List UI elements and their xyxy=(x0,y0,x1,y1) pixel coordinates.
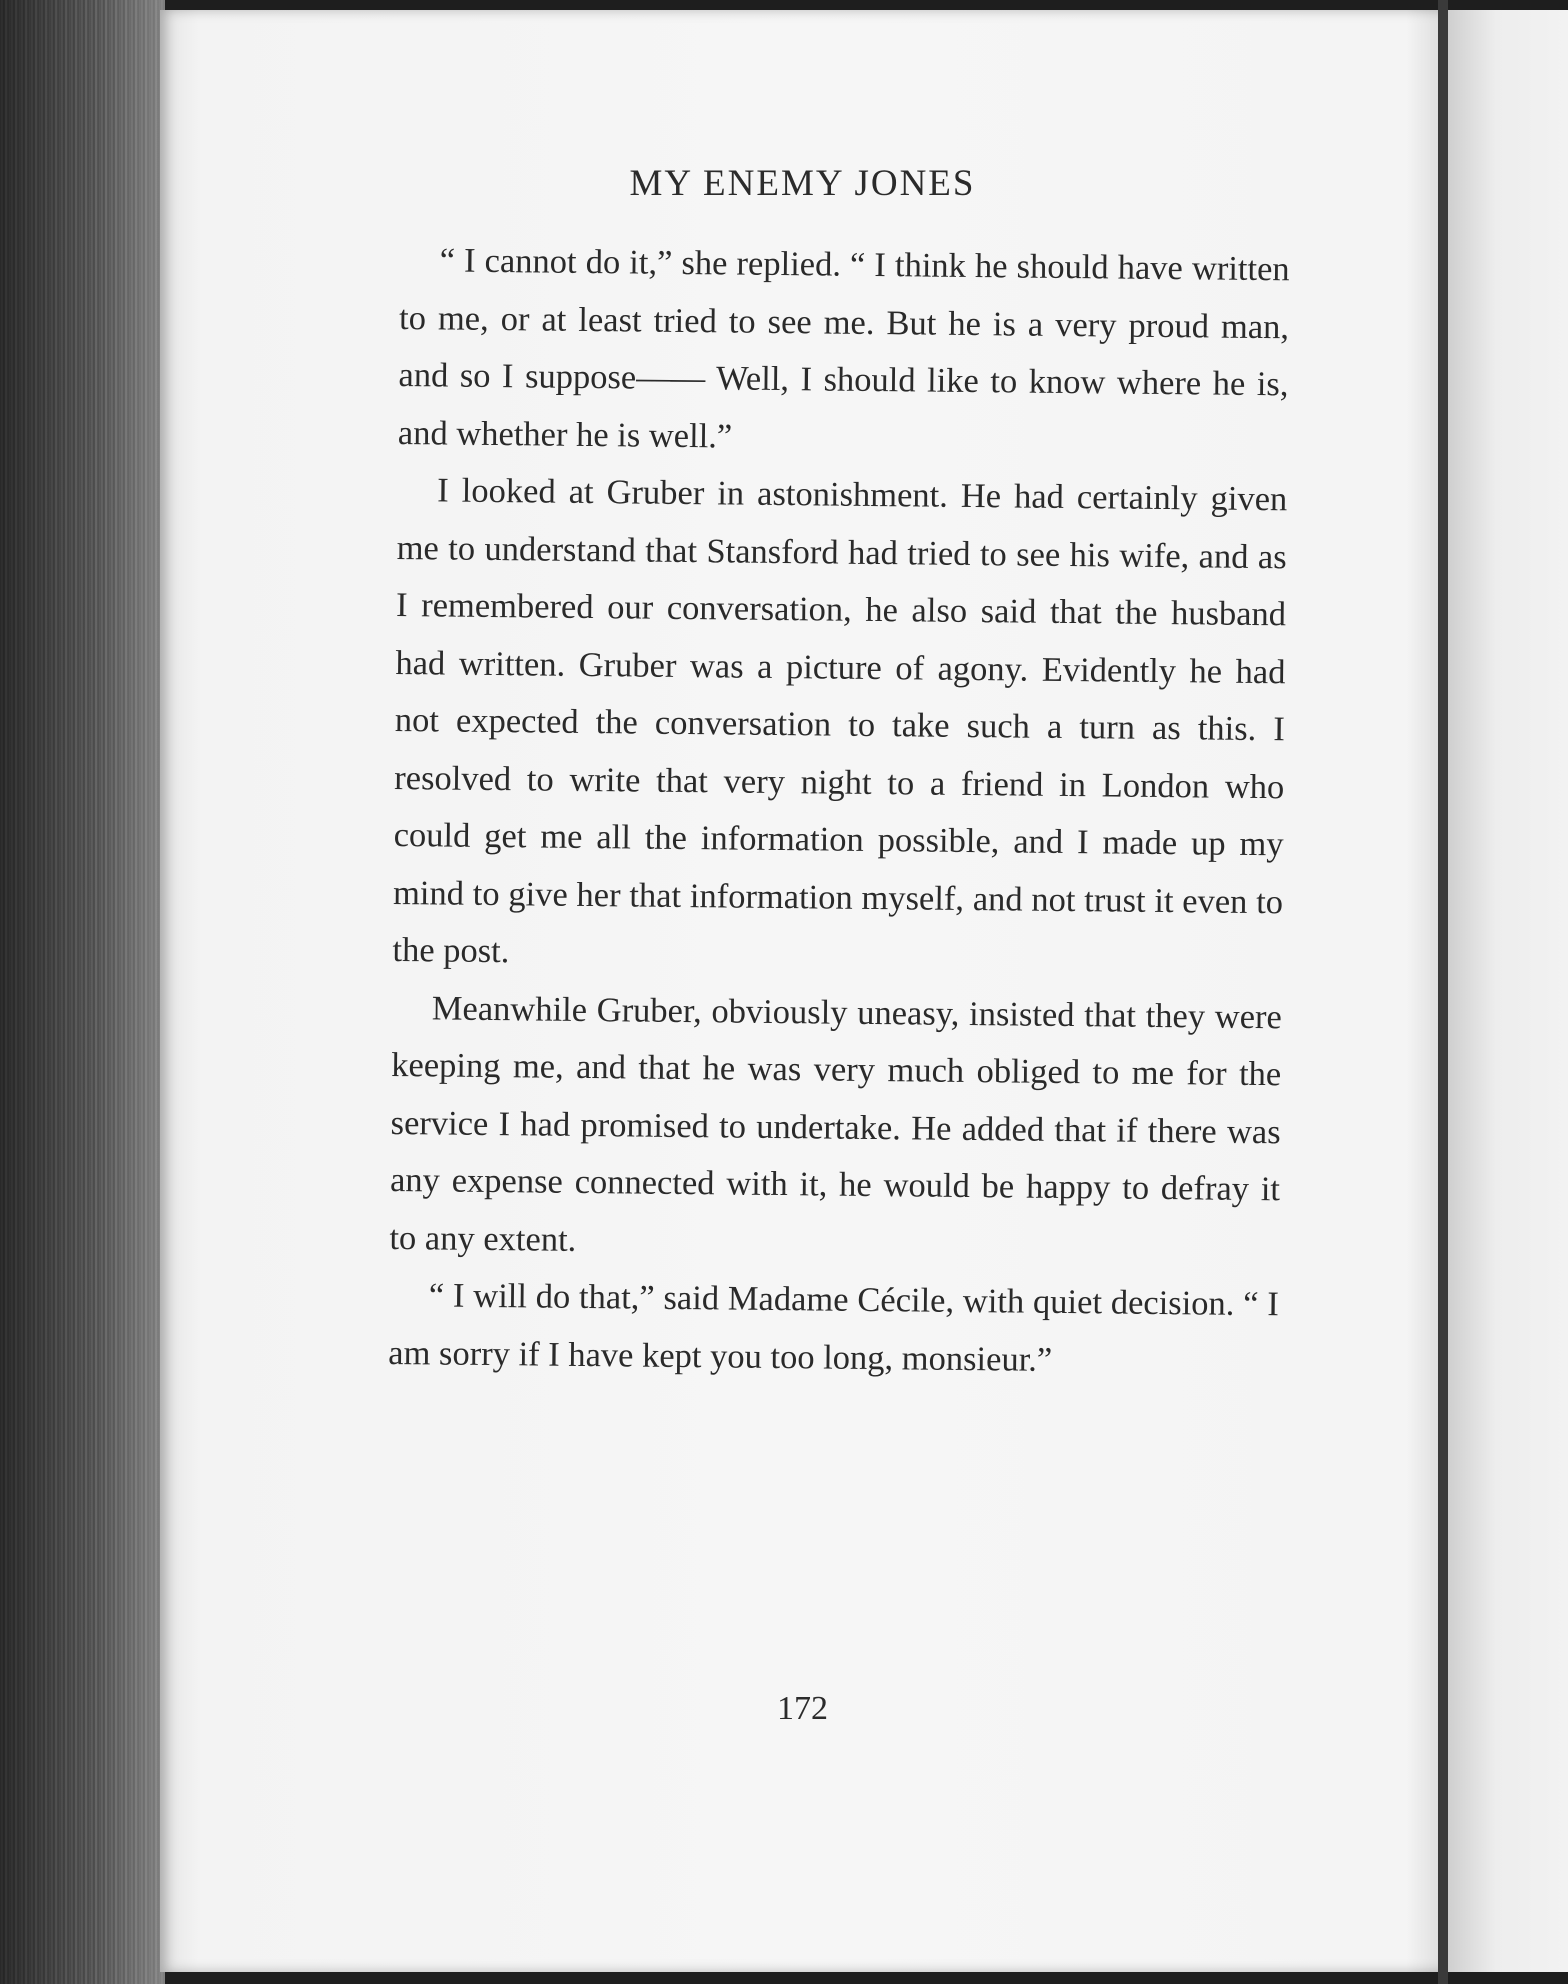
page-edges-stack xyxy=(0,0,165,1984)
paragraph-4: “ I will do that,” said Madame Cécile, with quiet decision. “ I am sorry if I have kept you too long, monsieur.” xyxy=(388,1276,1280,1379)
paragraph-2: I looked at Gruber in astonishment. He had certainly given me to understand that Stansford had tried to see his wife, and as I remembered our conversation, he also said that the husband had written. Gruber was a picture of agony. Evidently he had not expected the conversation to take such a turn as this. I resolved to write that very night to a friend in London who could get me all the information possible, and I made up my mind to give her that information myself, and not trust it even to the post. xyxy=(392,471,1288,971)
page-number: 172 xyxy=(777,1690,828,1727)
body-text xyxy=(388,232,1290,1391)
book-gutter xyxy=(1438,0,1448,1984)
paragraph-1: “ I cannot do it,” she replied. “ I think he should have written to me, or at least tried to see me. But he is a very proud man, and so I suppose—— Well, I should like to know where he is, and whether he is well.” xyxy=(397,241,1290,455)
paragraph-3: Meanwhile Gruber, obviously uneasy, insisted that they were keeping me, and that he was very much obliged to me for the service I had promised to undertake. He added that if there was any expense connected with it, he would be happy to defray it to any extent. xyxy=(389,988,1283,1259)
facing-page-edge xyxy=(1448,10,1568,1972)
running-head: MY ENEMY JONES xyxy=(629,163,976,204)
